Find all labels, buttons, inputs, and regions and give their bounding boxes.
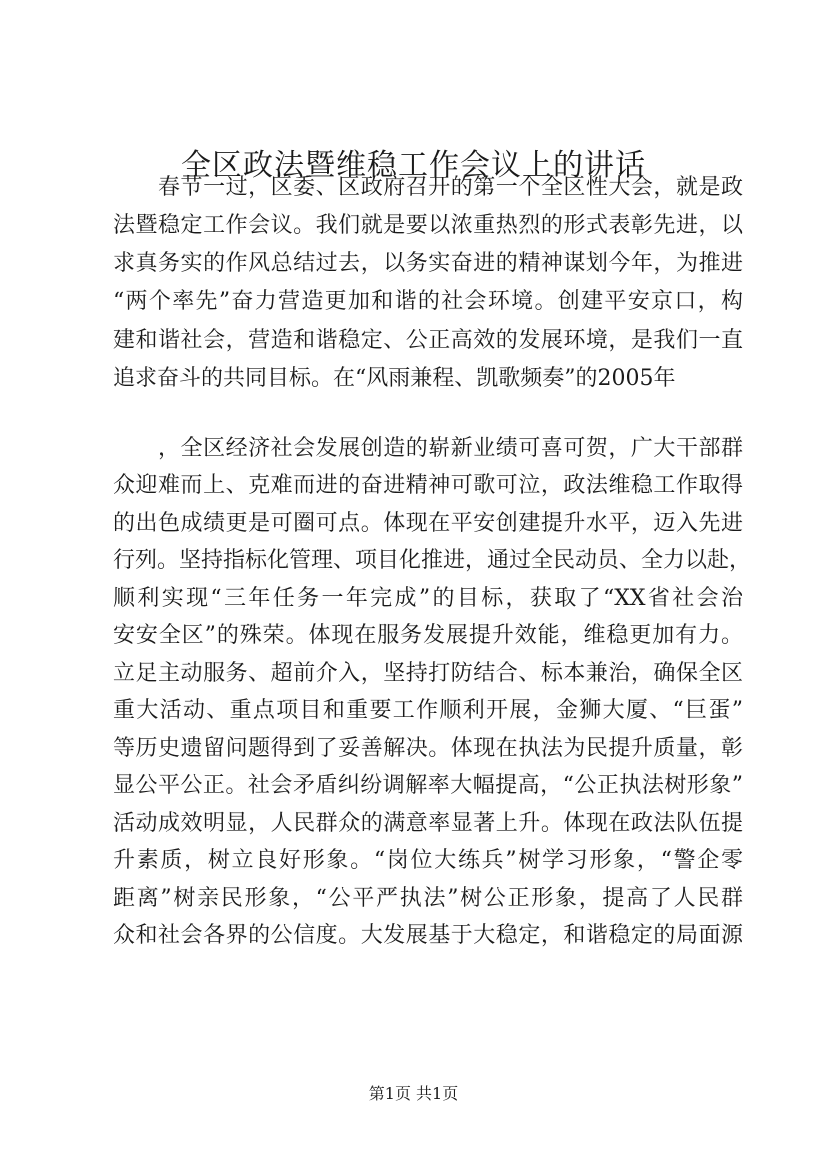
- body-line: 距离”树亲民形象，“公平严执法”树公正形象，提高了人民群: [113, 886, 743, 911]
- body-line: 建和谐社会，营造和谐稳定、公正高效的发展环境，是我们一直: [113, 328, 743, 353]
- page-footer: 第1页 共1页: [368, 1084, 459, 1103]
- body-line: 立足主动服务、超前介入，坚持打防结合、标本兼治，确保全区: [113, 661, 743, 686]
- body-line: 的出色成绩更是可圈可点。体现在平安创建提升水平，迈入先进: [113, 511, 743, 536]
- body-line: 春节一过，区委、区政府召开的第一个全区性大会，就是政: [113, 175, 743, 200]
- body-line: 法暨稳定工作会议。我们就是要以浓重热烈的形式表彰先进，以: [113, 213, 743, 238]
- document-title: 全区政法暨维稳工作会议上的讲话: [181, 148, 646, 183]
- body-line: 升素质，树立良好形象。“岗位大练兵”树学习形象，“警企零: [113, 848, 743, 873]
- body-line: 重大活动、重点项目和重要工作顺利开展，金狮大厦、“巨蛋”: [113, 698, 743, 723]
- body-line: 众迎难而上、克难而进的奋进精神可歌可泣，政法维稳工作取得: [113, 473, 743, 498]
- body-line: ，全区经济社会发展创造的崭新业绩可喜可贺，广大干部群: [113, 436, 743, 461]
- body-line: 众和社会各界的公信度。大发展基于大稳定，和谐稳定的局面源: [113, 923, 743, 948]
- body-line: 显公平公正。社会矛盾纠纷调解率大幅提高，“公正执法树形象”: [113, 773, 743, 798]
- body-line: 顺利实现“三年任务一年完成”的目标，获取了“XX省社会治: [113, 586, 743, 611]
- body-line: 活动成效明显，人民群众的满意率显著上升。体现在政法队伍提: [113, 811, 743, 836]
- body-line: 行列。坚持指标化管理、项目化推进，通过全民动员、全力以赴，: [113, 548, 752, 573]
- body-line: 安安全区”的殊荣。体现在服务发展提升效能，维稳更加有力。: [113, 623, 743, 648]
- body-line: 等历史遗留问题得到了妥善解决。体现在执法为民提升质量，彰: [113, 736, 743, 761]
- body-line: 追求奋斗的共同目标。在“风雨兼程、凯歌频奏”的2005年: [113, 366, 676, 391]
- body-line: 求真务实的作风总结过去，以务实奋进的精神谋划今年，为推进: [113, 251, 743, 276]
- body-line: “两个率先”奋力营造更加和谐的社会环境。创建平安京口，构: [113, 289, 743, 314]
